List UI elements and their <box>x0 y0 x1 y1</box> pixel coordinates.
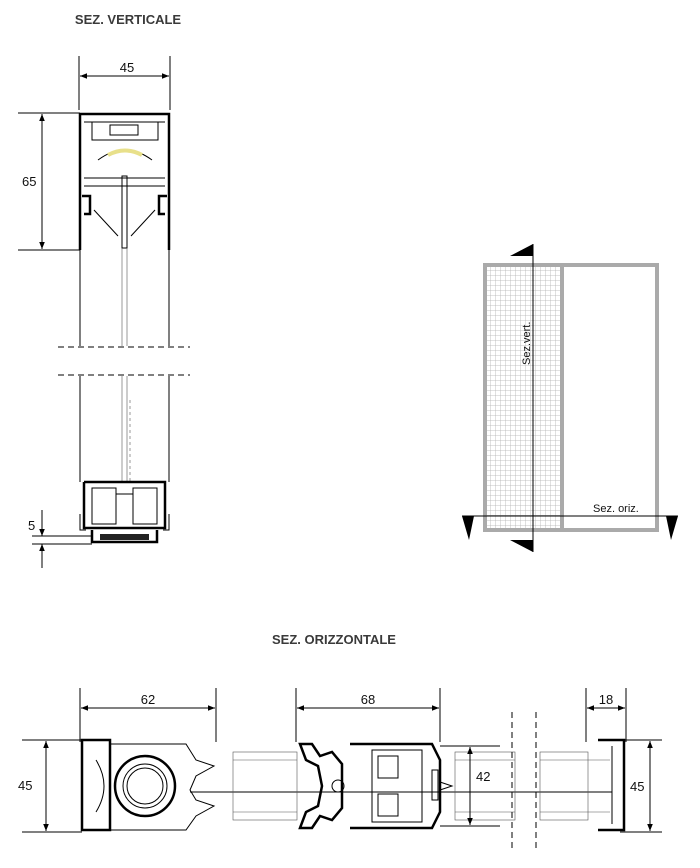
label-vertical-cut: Sez.vert. <box>521 321 533 365</box>
dim-center-profile-width-68: 68 <box>360 692 376 707</box>
dim-left-profile-width-62: 62 <box>140 692 156 707</box>
dim-right-profile-depth-45: 45 <box>630 779 645 794</box>
vertical-section <box>18 56 190 568</box>
elevation-view <box>462 244 678 552</box>
horizontal-section-title: SEZ. ORIZZONTALE <box>272 632 396 647</box>
dim-left-profile-depth-45: 45 <box>18 778 33 793</box>
dim-center-profile-depth-42: 42 <box>476 769 491 784</box>
horizontal-section <box>18 688 662 852</box>
dim-head-height-65: 65 <box>22 174 37 189</box>
dim-right-profile-width-18: 18 <box>598 692 614 707</box>
label-horizontal-cut: Sez. oriz. <box>593 503 639 515</box>
vertical-section-title: SEZ. VERTICALE <box>74 12 182 27</box>
dim-bottom-gap-5: 5 <box>28 518 36 533</box>
dim-width-45: 45 <box>119 60 135 75</box>
